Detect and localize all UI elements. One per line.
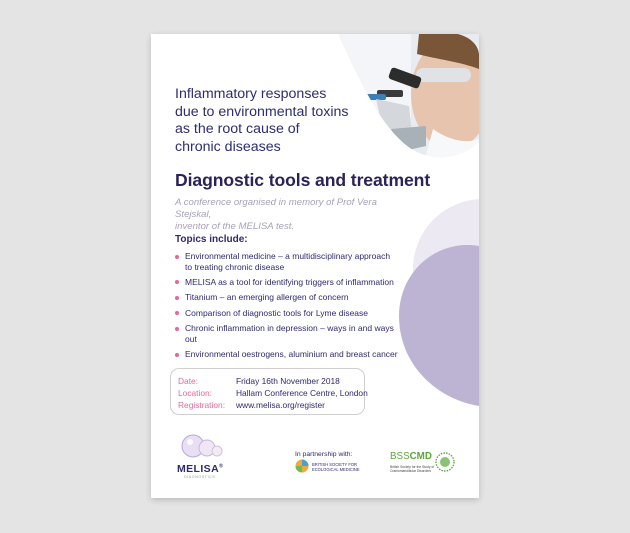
conference-poster <box>151 34 479 498</box>
topic-text: Environmental medicine – a multidisciplinary approach to treating chronic disease <box>185 251 391 272</box>
melisa-wordmark <box>177 463 223 475</box>
date-value: Friday 16th November 2018 <box>236 376 340 386</box>
intro-statement: Inflammatory responses due to environmental toxins as the root cause of chronic diseases <box>175 86 349 155</box>
bsscmd-full-name: British Society for the Study of Craniomandibular Disorders <box>390 465 435 473</box>
bsem-name: BRITISH SOCIETY FOR ECOLOGICAL MEDICINE <box>312 462 360 472</box>
topic-item <box>175 292 405 303</box>
memorial-subtitle: A conference organised in memory of Prof Vera Stejskal, inventor of the MELISA test. <box>175 197 377 232</box>
date-label: Date: <box>178 376 199 386</box>
topic-item <box>175 251 405 272</box>
bullet-dot-icon <box>175 280 179 284</box>
bullet-dot-icon <box>175 255 179 259</box>
topic-text: Comparison of diagnostic tools for Lyme disease <box>185 307 368 318</box>
topic-text: Chronic inflammation in depression – ways in and ways out <box>185 323 394 344</box>
topic-item <box>175 349 405 360</box>
topic-text: Environmental oestrogens, aluminium and breast cancer <box>185 349 398 360</box>
bullet-dot-icon <box>175 353 179 357</box>
bsem-logo-icon <box>295 459 309 473</box>
bsscmd-wordmark <box>390 451 432 462</box>
topic-item <box>175 277 405 288</box>
topic-item <box>175 308 405 319</box>
topics-heading: Topics include: <box>175 234 248 245</box>
bsscmd-seal-icon <box>435 452 455 472</box>
topic-text: Titanium – an emerging allergen of concern <box>185 292 349 303</box>
bullet-dot-icon <box>175 296 179 300</box>
topic-text: MELISA as a tool for identifying triggers of inflammation <box>185 276 394 287</box>
topic-item <box>175 323 405 344</box>
location-label: Location: <box>178 388 212 398</box>
topics-list <box>175 251 405 365</box>
location-value: Hallam Conference Centre, London <box>236 388 368 398</box>
bullet-dot-icon <box>175 327 179 331</box>
headline-title: Diagnostic tools and treatment <box>175 170 431 190</box>
bss-part: BSS <box>390 451 410 462</box>
bullet-dot-icon <box>175 311 179 315</box>
cmd-part: CMD <box>409 451 432 462</box>
event-details-box <box>170 368 368 415</box>
registration-label: Registration: <box>178 400 226 410</box>
registered-mark: ® <box>219 463 224 470</box>
melisa-name: MELISA <box>177 463 220 475</box>
melisa-diagnostics-text: DIAGNOSTICS <box>184 475 216 479</box>
partnership-label: In partnership with: <box>295 451 353 458</box>
registration-link[interactable]: www.melisa.org/register <box>236 400 325 410</box>
